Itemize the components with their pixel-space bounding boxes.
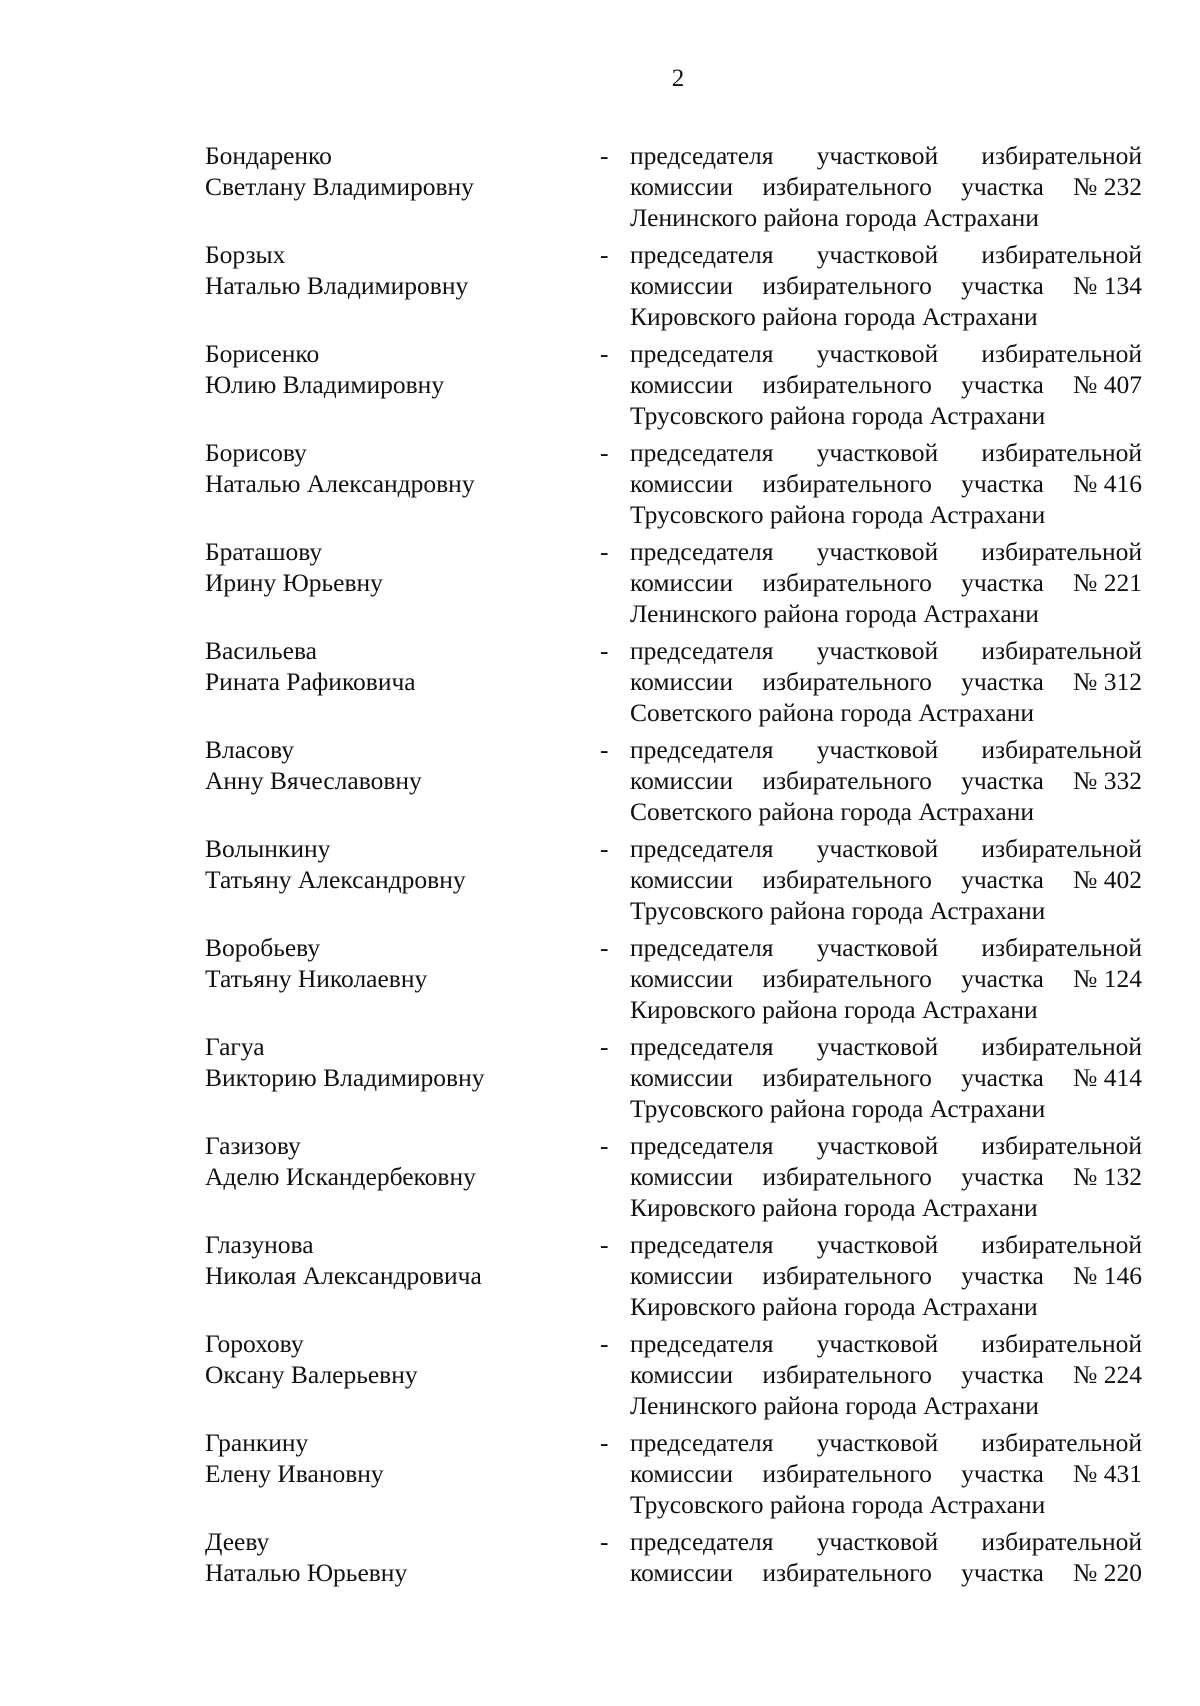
position-description	[630, 833, 1142, 926]
position-word: участка	[961, 370, 1044, 399]
precinct-number: № 134	[1073, 271, 1142, 300]
position-line-1	[630, 437, 1142, 468]
position-line-2	[630, 1458, 1142, 1489]
position-line-2	[630, 1557, 1142, 1588]
position-word: председателя	[630, 1329, 774, 1358]
person-name	[205, 1229, 575, 1291]
entry-dash: -	[600, 438, 609, 467]
position-line-1	[630, 734, 1142, 765]
position-word: председателя	[630, 735, 774, 764]
position-description	[630, 932, 1142, 1025]
position-word: избирательной	[981, 240, 1142, 269]
person-name	[205, 1130, 575, 1192]
appointment-entry	[0, 239, 1200, 338]
position-word: комиссии	[630, 1162, 734, 1191]
position-line-1	[630, 239, 1142, 270]
position-word: участка	[961, 1162, 1044, 1191]
position-word: участковой	[816, 636, 939, 665]
person-given-names: Оксану Валерьевну	[205, 1360, 418, 1389]
position-word: участковой	[816, 240, 939, 269]
position-line-2	[630, 369, 1142, 400]
person-given-names: Татьяну Александровну	[205, 865, 466, 894]
position-word: участковой	[816, 834, 939, 863]
position-word: избирательного	[762, 370, 932, 399]
entry-dash: -	[600, 1329, 609, 1358]
position-line-2	[630, 666, 1142, 697]
person-given-names: Викторию Владимировну	[205, 1063, 485, 1092]
position-word: избирательного	[762, 1558, 932, 1587]
person-surname: Борисенко	[205, 339, 320, 368]
position-word: избирательной	[981, 537, 1142, 566]
precinct-number: № 414	[1073, 1063, 1142, 1092]
person-surname: Воробьеву	[205, 933, 321, 962]
position-line-1	[630, 338, 1142, 369]
position-word: участковой	[816, 141, 939, 170]
position-word: участка	[961, 568, 1044, 597]
position-word: избирательной	[981, 1131, 1142, 1160]
position-word: участковой	[816, 438, 939, 467]
entry-dash: -	[600, 1032, 609, 1061]
position-word: избирательного	[762, 1162, 932, 1191]
precinct-number: № 124	[1073, 964, 1142, 993]
precinct-number: № 431	[1073, 1459, 1142, 1488]
appointment-entry	[0, 437, 1200, 536]
appointment-entry	[0, 536, 1200, 635]
position-line-1	[630, 833, 1142, 864]
precinct-number: № 332	[1073, 766, 1142, 795]
appointment-entry	[0, 833, 1200, 932]
appointment-entry	[0, 1031, 1200, 1130]
position-word: комиссии	[630, 1261, 734, 1290]
position-word: председателя	[630, 141, 774, 170]
person-surname: Волынкину	[205, 834, 331, 863]
position-word: участка	[961, 1261, 1044, 1290]
person-given-names: Наталью Юрьевну	[205, 1558, 408, 1587]
page-number: 2	[671, 65, 685, 92]
appointment-entry	[0, 1229, 1200, 1328]
position-word: избирательной	[981, 141, 1142, 170]
position-word: комиссии	[630, 1063, 734, 1092]
precinct-number: № 224	[1073, 1360, 1142, 1389]
person-surname: Борзых	[205, 240, 286, 269]
position-word: участка	[961, 172, 1044, 201]
position-description	[630, 1031, 1142, 1124]
person-given-names: Ирину Юрьевну	[205, 568, 383, 597]
position-line-2	[630, 468, 1142, 499]
position-word: комиссии	[630, 667, 734, 696]
position-line-2	[630, 567, 1142, 598]
position-line-2	[630, 963, 1142, 994]
position-line-1	[630, 635, 1142, 666]
position-word: комиссии	[630, 172, 734, 201]
position-description	[630, 635, 1142, 728]
person-name	[205, 140, 575, 202]
position-word: участковой	[816, 1131, 939, 1160]
person-name	[205, 536, 575, 598]
district-name: Трусовского района города Астрахани	[630, 1094, 1046, 1123]
position-description	[630, 1328, 1142, 1421]
position-word: избирательного	[762, 1360, 932, 1389]
entry-dash: -	[600, 1428, 609, 1457]
person-given-names: Наталью Владимировну	[205, 271, 469, 300]
position-word: участка	[961, 964, 1044, 993]
person-surname: Горохову	[205, 1329, 304, 1358]
appointment-entry	[0, 734, 1200, 833]
position-word: избирательного	[762, 1459, 932, 1488]
person-name	[205, 1526, 575, 1588]
person-given-names: Татьяну Николаевну	[205, 964, 428, 993]
person-given-names: Анну Вячеславовну	[205, 766, 422, 795]
position-word: комиссии	[630, 568, 734, 597]
entry-dash: -	[600, 240, 609, 269]
position-word: избирательного	[762, 568, 932, 597]
entry-dash: -	[600, 834, 609, 863]
person-name	[205, 338, 575, 400]
position-description	[630, 140, 1142, 233]
position-word: председателя	[630, 1131, 774, 1160]
position-description	[630, 734, 1142, 827]
entry-dash: -	[600, 339, 609, 368]
position-word: комиссии	[630, 469, 734, 498]
appointment-entry	[0, 635, 1200, 734]
position-word: участковой	[816, 1230, 939, 1259]
position-word: участка	[961, 1558, 1044, 1587]
position-word: участковой	[816, 1428, 939, 1457]
precinct-number: № 146	[1073, 1261, 1142, 1290]
person-surname: Газизову	[205, 1131, 301, 1160]
position-word: избирательной	[981, 1329, 1142, 1358]
entry-dash: -	[600, 933, 609, 962]
person-given-names: Елену Ивановну	[205, 1459, 384, 1488]
position-word: участка	[961, 1063, 1044, 1092]
position-word: председателя	[630, 339, 774, 368]
position-line-1	[630, 932, 1142, 963]
position-word: избирательного	[762, 172, 932, 201]
person-surname: Борисову	[205, 438, 307, 467]
person-surname: Гранкину	[205, 1428, 309, 1457]
entry-dash: -	[600, 1230, 609, 1259]
entry-dash: -	[600, 636, 609, 665]
position-word: председателя	[630, 1230, 774, 1259]
position-word: председателя	[630, 537, 774, 566]
position-word: избирательного	[762, 1063, 932, 1092]
position-word: избирательной	[981, 1032, 1142, 1061]
position-description	[630, 1526, 1142, 1588]
person-surname: Гагуа	[205, 1032, 265, 1061]
position-word: председателя	[630, 1428, 774, 1457]
appointment-entry	[0, 1526, 1200, 1625]
position-description	[630, 437, 1142, 530]
position-word: комиссии	[630, 1558, 734, 1587]
position-description	[630, 1427, 1142, 1520]
position-word: участковой	[816, 735, 939, 764]
position-line-2	[630, 1359, 1142, 1390]
position-description	[630, 1130, 1142, 1223]
district-name: Кировского района города Астрахани	[630, 1193, 1038, 1222]
position-word: избирательного	[762, 865, 932, 894]
appointment-list	[0, 140, 1200, 1625]
precinct-number: № 402	[1073, 865, 1142, 894]
position-line-2	[630, 1161, 1142, 1192]
position-word: избирательной	[981, 339, 1142, 368]
position-word: избирательного	[762, 766, 932, 795]
position-line-1	[630, 1130, 1142, 1161]
person-surname: Бондаренко	[205, 141, 332, 170]
position-line-1	[630, 1526, 1142, 1557]
position-line-1	[630, 1031, 1142, 1062]
position-word: участковой	[816, 537, 939, 566]
district-name: Ленинского района города Астрахани	[630, 1391, 1039, 1420]
entry-dash: -	[600, 141, 609, 170]
person-given-names: Николая Александровича	[205, 1261, 482, 1290]
person-given-names: Наталью Александровну	[205, 469, 475, 498]
entry-dash: -	[600, 1131, 609, 1160]
person-name	[205, 1031, 575, 1093]
appointment-entry	[0, 1328, 1200, 1427]
position-word: комиссии	[630, 766, 734, 795]
position-description	[630, 536, 1142, 629]
position-word: избирательной	[981, 735, 1142, 764]
position-word: избирательного	[762, 964, 932, 993]
position-word: участковой	[816, 339, 939, 368]
precinct-number: № 220	[1073, 1558, 1142, 1587]
person-surname: Браташову	[205, 537, 323, 566]
precinct-number: № 132	[1073, 1162, 1142, 1191]
entry-dash: -	[600, 735, 609, 764]
position-word: избирательного	[762, 667, 932, 696]
position-word: избирательного	[762, 1261, 932, 1290]
position-line-1	[630, 1328, 1142, 1359]
district-name: Трусовского района города Астрахани	[630, 1490, 1046, 1519]
person-surname: Васильева	[205, 636, 317, 665]
position-word: избирательной	[981, 636, 1142, 665]
position-word: председателя	[630, 240, 774, 269]
appointment-entry	[0, 932, 1200, 1031]
appointment-entry	[0, 338, 1200, 437]
precinct-number: № 407	[1073, 370, 1142, 399]
person-name	[205, 833, 575, 895]
district-name: Кировского района города Астрахани	[630, 302, 1038, 331]
position-word: председателя	[630, 933, 774, 962]
position-line-2	[630, 171, 1142, 202]
position-word: избирательной	[981, 1230, 1142, 1259]
position-word: участка	[961, 1360, 1044, 1389]
person-name	[205, 932, 575, 994]
position-word: председателя	[630, 636, 774, 665]
position-line-2	[630, 1260, 1142, 1291]
position-word: избирательной	[981, 1428, 1142, 1457]
person-surname: Глазунова	[205, 1230, 314, 1259]
district-name: Советского района города Астрахани	[630, 698, 1034, 727]
position-description	[630, 338, 1142, 431]
position-word: участка	[961, 766, 1044, 795]
position-line-1	[630, 140, 1142, 171]
position-line-1	[630, 536, 1142, 567]
precinct-number: № 221	[1073, 568, 1142, 597]
person-given-names: Рината Рафиковича	[205, 667, 416, 696]
position-line-2	[630, 270, 1142, 301]
position-word: избирательного	[762, 271, 932, 300]
person-given-names: Светлану Владимировну	[205, 172, 474, 201]
district-name: Кировского района города Астрахани	[630, 1292, 1038, 1321]
position-line-2	[630, 864, 1142, 895]
person-surname: Власову	[205, 735, 295, 764]
person-name	[205, 437, 575, 499]
district-name: Ленинского района города Астрахани	[630, 599, 1039, 628]
person-given-names: Юлию Владимировну	[205, 370, 445, 399]
position-word: участка	[961, 469, 1044, 498]
position-line-2	[630, 765, 1142, 796]
position-word: председателя	[630, 1527, 774, 1556]
position-word: избирательного	[762, 469, 932, 498]
position-word: председателя	[630, 834, 774, 863]
position-word: участка	[961, 1459, 1044, 1488]
person-name	[205, 1328, 575, 1390]
position-word: председателя	[630, 1032, 774, 1061]
position-line-1	[630, 1427, 1142, 1458]
position-line-1	[630, 1229, 1142, 1260]
position-word: участковой	[816, 1527, 939, 1556]
position-word: избирательной	[981, 834, 1142, 863]
position-word: участка	[961, 271, 1044, 300]
position-word: избирательной	[981, 1527, 1142, 1556]
position-word: участка	[961, 865, 1044, 894]
person-name	[205, 734, 575, 796]
appointment-entry	[0, 1427, 1200, 1526]
district-name: Трусовского района города Астрахани	[630, 500, 1046, 529]
position-word: комиссии	[630, 865, 734, 894]
position-word: участковой	[816, 933, 939, 962]
position-word: председателя	[630, 438, 774, 467]
position-word: комиссии	[630, 1360, 734, 1389]
precinct-number: № 232	[1073, 172, 1142, 201]
position-word: участковой	[816, 1329, 939, 1358]
position-line-2	[630, 1062, 1142, 1093]
appointment-entry	[0, 140, 1200, 239]
precinct-number: № 312	[1073, 667, 1142, 696]
person-name	[205, 635, 575, 697]
position-word: комиссии	[630, 1459, 734, 1488]
person-name	[205, 1427, 575, 1489]
appointment-entry	[0, 1130, 1200, 1229]
position-description	[630, 1229, 1142, 1322]
entry-dash: -	[600, 537, 609, 566]
person-surname: Дееву	[205, 1527, 270, 1556]
position-description	[630, 239, 1142, 332]
position-word: избирательной	[981, 438, 1142, 467]
district-name: Ленинского района города Астрахани	[630, 203, 1039, 232]
entry-dash: -	[600, 1527, 609, 1556]
person-given-names: Аделю Искандербековну	[205, 1162, 476, 1191]
person-name	[205, 239, 575, 301]
district-name: Трусовского района города Астрахани	[630, 401, 1046, 430]
position-word: комиссии	[630, 964, 734, 993]
position-word: комиссии	[630, 370, 734, 399]
district-name: Советского района города Астрахани	[630, 797, 1034, 826]
position-word: избирательной	[981, 933, 1142, 962]
position-word: комиссии	[630, 271, 734, 300]
district-name: Трусовского района города Астрахани	[630, 896, 1046, 925]
position-word: участка	[961, 667, 1044, 696]
position-word: участковой	[816, 1032, 939, 1061]
precinct-number: № 416	[1073, 469, 1142, 498]
district-name: Кировского района города Астрахани	[630, 995, 1038, 1024]
